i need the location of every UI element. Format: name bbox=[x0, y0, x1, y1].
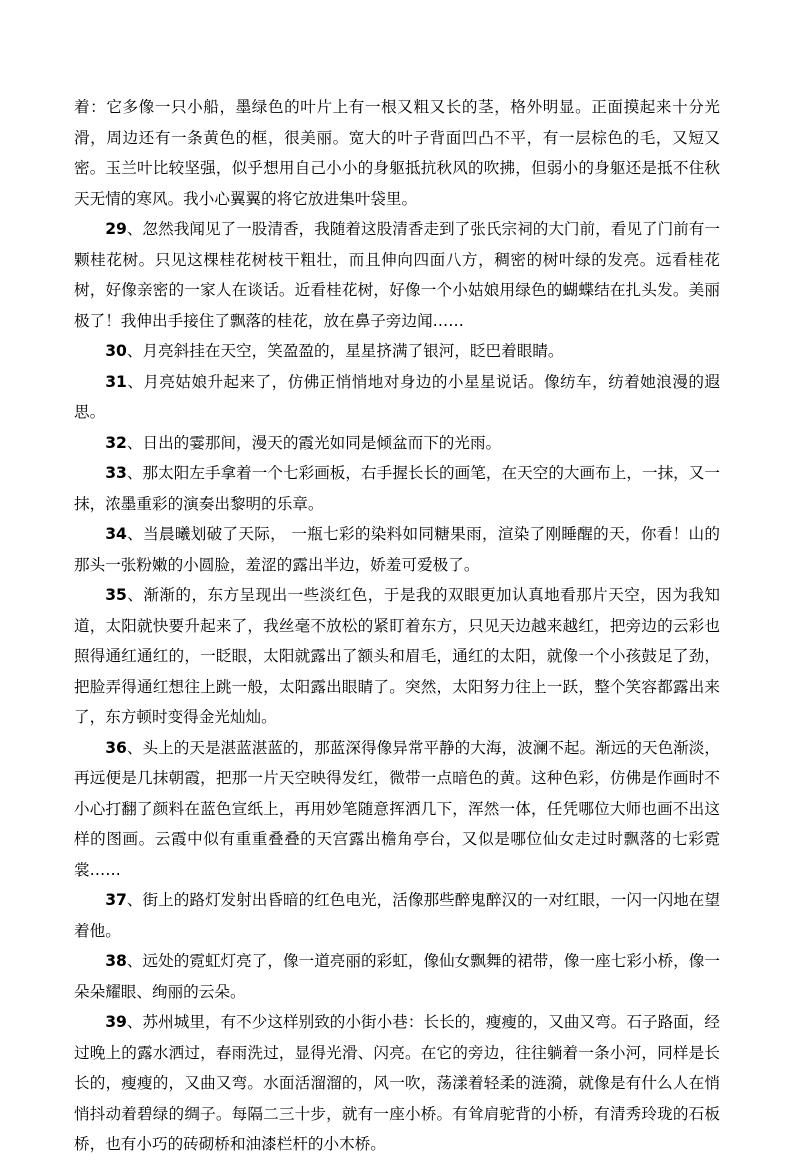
paragraph-number: 29 bbox=[105, 220, 127, 238]
paragraph-text: 、日出的霎那间，漫天的霞光如同是倾盆而下的光雨。 bbox=[126, 433, 502, 452]
paragraph-number: 31 bbox=[105, 372, 127, 391]
paragraph-35 bbox=[74, 580, 720, 733]
paragraph-number: 34 bbox=[105, 525, 127, 543]
paragraph-text: 、那太阳左手拿着一个七彩画板，右手握长长的画笔，在天空的大画布上，一抹，又一抹，浓墨重彩的演奏出黎明的乐章。 bbox=[74, 464, 720, 513]
paragraph-39 bbox=[74, 1007, 720, 1160]
paragraph-29 bbox=[74, 214, 720, 336]
paragraph-number: 33 bbox=[105, 464, 127, 482]
paragraph-32 bbox=[74, 428, 720, 459]
paragraph-text: 、远处的霓虹灯亮了，像一道亮丽的彩虹，像仙女飘舞的裙带，像一座七彩小桥，像一朵朵耀眼、绚丽的云朵。 bbox=[74, 952, 720, 1001]
paragraph-37 bbox=[74, 885, 720, 946]
paragraph-text: 、街上的路灯发射出昏暗的红色电光，活像那些醉鬼醉汉的一对红眼，一闪一闪地在望着他。 bbox=[74, 891, 720, 940]
paragraph-30 bbox=[74, 336, 720, 367]
paragraph-text: 、忽然我闻见了一股清香，我随着这股清香走到了张氏宗祠的大门前，看见了门前有一颗桂花树。只见这棵桂花树枝干粗壮，而且伸向四面八方，稠密的树叶绿的发亮。远看桂花树，好像亲密的一家人在谈话。近看桂花树，好像一个小姑娘用绿色的蝴蝶结在扎头发。美丽极了！我伸出手接住了飘落的桂花，放在鼻子旁边闻…… bbox=[74, 220, 720, 330]
paragraph-36 bbox=[74, 733, 720, 886]
paragraph-text: 、苏州城里，有不少这样别致的小街小巷：长长的，瘦瘦的，又曲又弯。石子路面，经过晚上的露水洒过，春雨洗过，显得光滑、闪亮。在它的旁边，往往躺着一条小河，同样是长长的，瘦瘦的，又曲又弯。水面活溜溜的，风一吹，荡漾着轻柔的涟漪，就像是有什么人在悄悄抖动着碧绿的绸子。每隔二三十步，就有一座小桥。有耸肩驼背的小桥，有清秀玲珑的石板桥，也有小巧的砖砌桥和油漆栏杆的小木桥。 bbox=[74, 1013, 720, 1153]
paragraph-31 bbox=[74, 367, 720, 428]
paragraph-continued bbox=[74, 92, 720, 214]
paragraph-33 bbox=[74, 458, 720, 519]
paragraph-34 bbox=[74, 519, 720, 580]
paragraph-38 bbox=[74, 946, 720, 1007]
paragraph-text: 、渐渐的，东方呈现出一些淡红色，于是我的双眼更加认真地看那片天空，因为我知道，太阳就快要升起来了，我丝毫不放松的紧盯着东方，只见天边越来越红，把旁边的云彩也照得通红通红的，一眨眼，太阳就露出了额头和眉毛，通红的太阳，就像一个小孩鼓足了劲，把脸弄得通红想往上跳一般，太阳露出眼睛了。突然，太阳努力往上一跃，整个笑容都露出来了，东方顿时变得金光灿灿。 bbox=[74, 586, 720, 726]
paragraph-text: 、当晨曦划破了天际， 一瓶七彩的染料如同糖果雨，渲染了刚睡醒的天，你看！山的那头一张粉嫩的小圆脸，羞涩的露出半边，娇羞可爱极了。 bbox=[74, 525, 720, 574]
paragraph-number: 30 bbox=[105, 342, 127, 360]
paragraph-number: 35 bbox=[105, 586, 127, 604]
paragraph-text: 、月亮姑娘升起来了，仿佛正悄悄地对身边的小星星说话。像纺车，纺着她浪漫的遐思。 bbox=[74, 372, 720, 421]
paragraph-text: 、月亮斜挂在天空，笑盈盈的，星星挤满了银河，眨巴着眼睛。 bbox=[126, 342, 564, 360]
paragraph-number: 37 bbox=[105, 891, 127, 909]
paragraph-text: 、头上的天是湛蓝湛蓝的，那蓝深得像异常平静的大海，波澜不起。渐远的天色渐淡，再远便是几抹朝霞，把那一片天空映得发红，微带一点暗色的黄。这种色彩，仿佛是作画时不小心打翻了颜料在蓝色宣纸上，再用妙笔随意挥洒几下，浑然一体，任凭哪位大师也画不出这样的图画。云霞中似有重重叠叠的天宫露出檐角亭台，又似是哪位仙女走过时飘落的七彩霓裳…… bbox=[74, 738, 720, 879]
paragraph-number: 36 bbox=[105, 738, 127, 757]
paragraph-number: 32 bbox=[105, 433, 127, 452]
paragraph-text: 着：它多像一只小船，墨绿色的叶片上有一根又粗又长的茎，格外明显。正面摸起来十分光滑，周边还有一条黄色的框，很美丽。宽大的叶子背面凹凸不平，有一层棕色的毛，又短又密。玉兰叶比较坚强，似乎想用自己小小的身躯抵抗秋风的吹拂，但弱小的身躯还是抵不住秋天无情的寒风。我小心翼翼的将它放进集叶袋里。 bbox=[74, 98, 720, 208]
paragraph-number: 39 bbox=[105, 1013, 127, 1031]
paragraph-number: 38 bbox=[105, 952, 127, 970]
